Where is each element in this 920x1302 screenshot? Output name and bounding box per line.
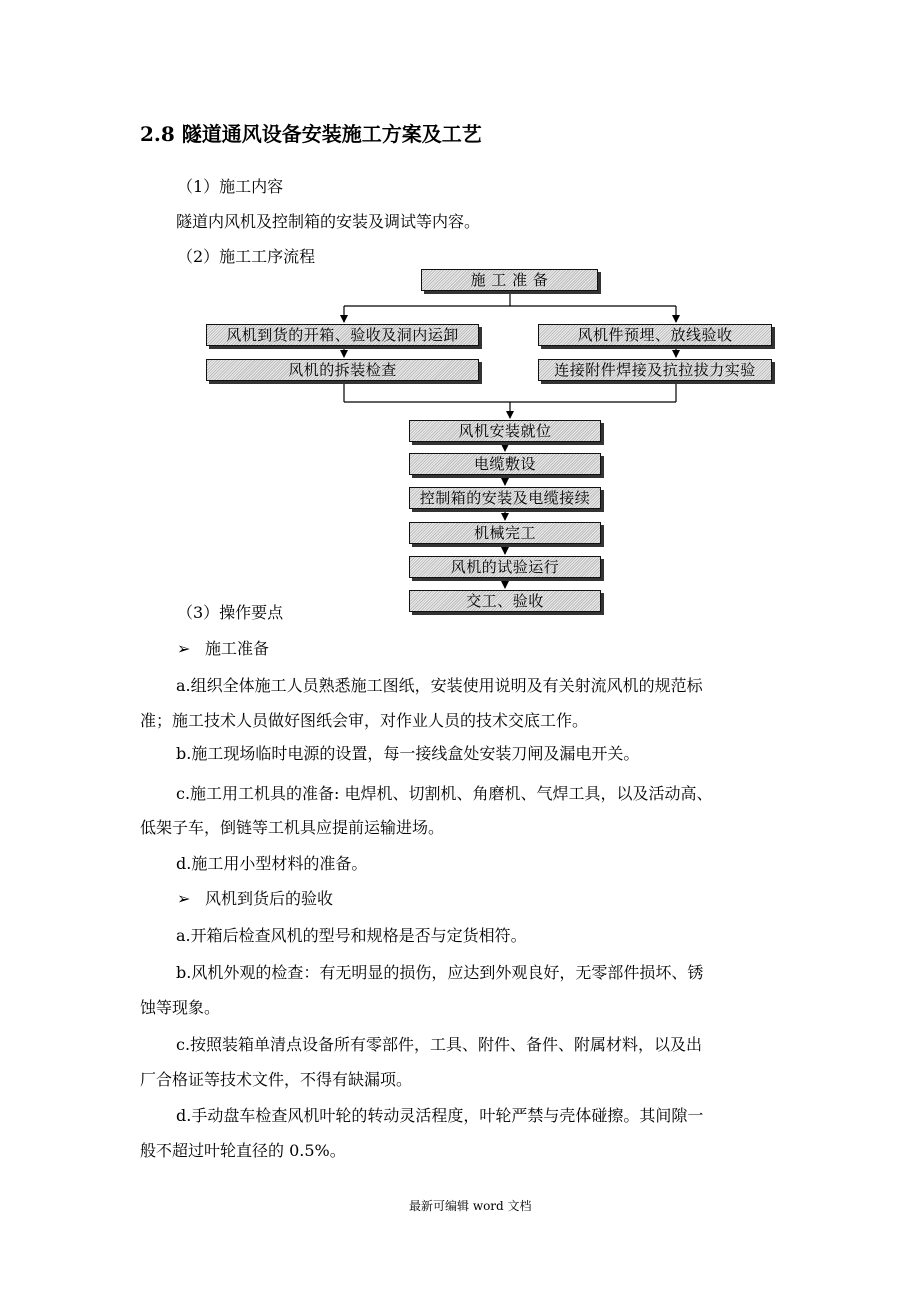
section-content-text: 隧道内风机及控制箱的安装及调试等内容。 [176,212,481,231]
paragraph-line: b.施工现场临时电源的设置，每一接线盒处安装刀闸及漏电开关。 [176,744,640,763]
flow-step-cable-laying: 电缆敷设 [409,453,601,475]
flow-step-handover: 交工、验收 [409,590,601,612]
paragraph-line: 准；施工技术人员做好图纸会审，对作业人员的技术交底工作。 [140,711,589,730]
flow-step-welding-test: 连接附件焊接及抗拉拔力实验 [538,359,772,381]
flow-step-trial-run: 风机的试验运行 [409,556,601,578]
paragraph-line: a.开箱后检查风机的型号和规格是否与定货相符。 [176,926,527,945]
subheading-label: 施工准备 [205,639,270,658]
paragraph-line: 低架子车，倒链等工机具应提前运输进场。 [140,818,445,837]
flow-step-preparation: 施 工 准 备 [421,269,598,291]
paragraph-line: b.风机外观的检查：有无明显的损伤，应达到外观良好，无零部件损坏、锈 [176,963,704,982]
paragraph-line: c.按照装箱单清点设备所有零部件，工具、附件、备件、附属材料，以及出 [176,1035,703,1054]
paragraph-line: c.施工用工机具的准备: 电焊机、切割机、角磨机、气焊工具，以及活动高、 [176,784,713,803]
bullet-arrow-icon: ➢ [177,639,191,658]
subheading-preparation [177,639,269,659]
subheading-label: 风机到货后的验收 [205,889,334,908]
bullet-arrow-icon: ➢ [177,889,191,908]
section-heading-content: （1）施工内容 [177,177,284,196]
page-footer: 最新可编辑 word 文档 [409,1199,532,1213]
flow-step-disassembly-check: 风机的拆装检查 [206,359,479,381]
flow-step-fan-install: 风机安装就位 [409,420,601,442]
paragraph-line: d.施工用小型材料的准备。 [176,854,368,873]
flow-step-unpacking: 风机到货的开箱、验收及洞内运卸 [206,324,479,346]
paragraph-line: 厂合格证等技术文件，不得有缺漏项。 [140,1070,413,1089]
paragraph-line: 般不超过叶轮直径的 0.5%。 [140,1141,346,1160]
page-title: 2.8 隧道通风设备安装施工方案及工艺 [140,122,482,146]
paragraph-line: 蚀等现象。 [140,998,221,1017]
section-heading-process: （2）施工工序流程 [177,247,316,266]
flow-step-control-box: 控制箱的安装及电缆接续 [409,487,601,509]
flow-step-mechanical-complete: 机械完工 [409,522,601,544]
subheading-acceptance [177,889,333,909]
flow-step-embedding: 风机件预埋、放线验收 [538,324,772,346]
section-heading-operations: （3）操作要点 [177,603,284,622]
paragraph-line: a.组织全体施工人员熟悉施工图纸，安装使用说明及有关射流风机的规范标 [176,676,703,695]
paragraph-line: d.手动盘车检查风机叶轮的转动灵活程度，叶轮严禁与壳体碰擦。其间隙一 [176,1106,704,1125]
